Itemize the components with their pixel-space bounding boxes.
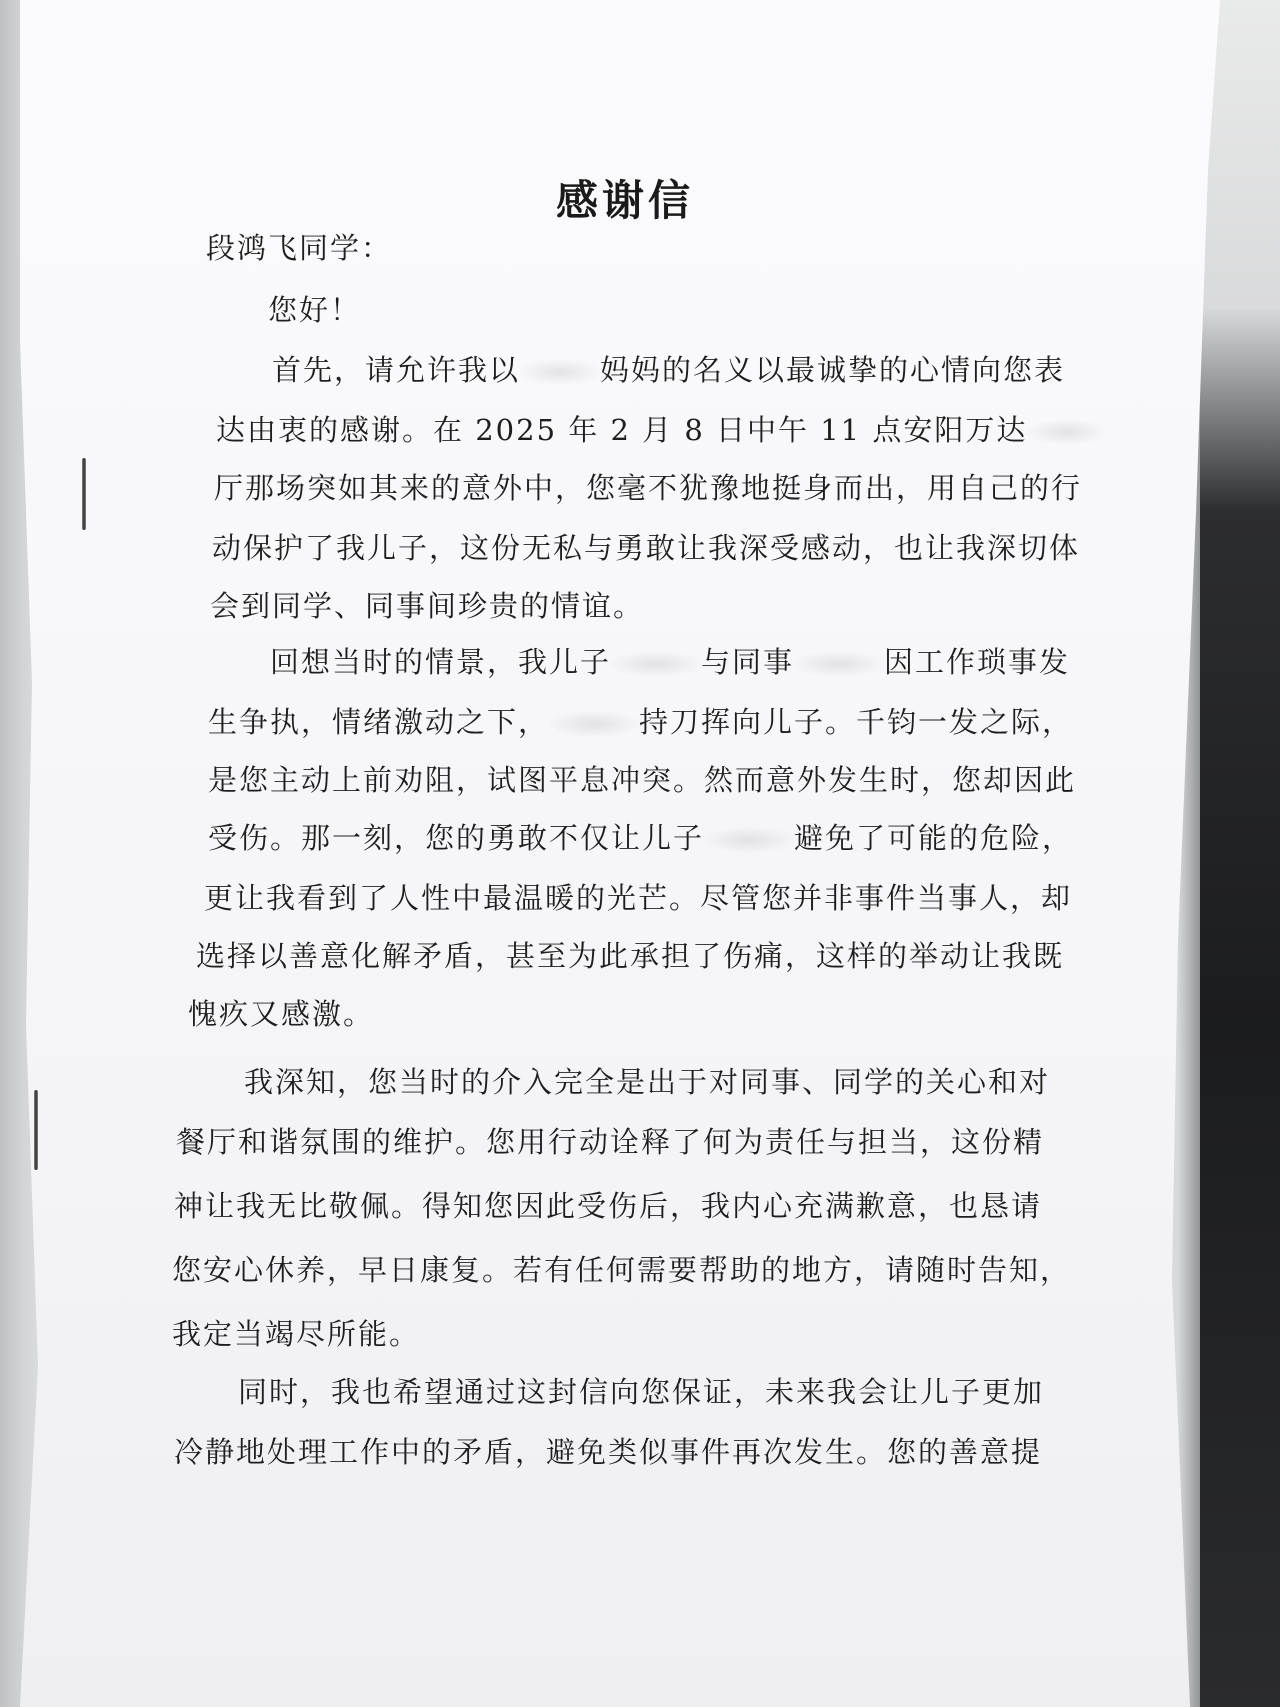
redacted-name [794, 651, 884, 677]
body-line-5: 会到同学、同事间珍贵的情谊。 [210, 589, 645, 623]
body-line-16: 您安心休养，早日康复。若有任何需要帮助的地方，请随时告知， [172, 1253, 1072, 1287]
body-line-11: 选择以善意化解矛盾，甚至为此承担了伤痛，这样的举动让我既 [196, 939, 1065, 973]
background-right [1200, 0, 1280, 1707]
line-segment: 达由衷的感谢。在 2025 年 2 月 8 日中午 11 点安阳万达 [216, 413, 1028, 447]
line-segment: 生争执，情绪激动之下， [208, 705, 550, 739]
greeting: 您好！ [268, 293, 362, 327]
redacted-name [704, 827, 794, 853]
redacted-name [520, 359, 600, 385]
salutation: 段鸿飞同学： [206, 231, 393, 265]
redacted-name [1027, 419, 1107, 445]
line-segment: 妈妈的名义以最诚挚的心情向您表 [600, 353, 1066, 387]
body-line-4: 动保护了我儿子，这份无私与勇敢让我深受感动，也让我深切体 [212, 531, 1081, 565]
body-line-19: 冷静地处理工作中的矛盾，避免类似事件再次发生。您的善意提 [174, 1435, 1043, 1469]
body-line-6 [270, 640, 1071, 681]
letter-title: 感谢信 [555, 176, 694, 225]
body-line-10: 更让我看到了人性中最温暖的光芒。尽管您并非事件当事人，却 [204, 881, 1073, 915]
body-line-9 [208, 816, 1074, 857]
body-line-12: 愧疚又感激。 [188, 997, 375, 1031]
body-line-14: 餐厅和谐氛围的维护。您用行动诠释了何为责任与担当，这份精 [176, 1125, 1045, 1159]
line-segment: 首先，请允许我以 [272, 353, 521, 387]
staple-top [82, 458, 86, 530]
body-line-17: 我定当竭尽所能。 [172, 1317, 421, 1351]
staple-bottom [34, 1090, 38, 1170]
body-line-3: 厅那场突如其来的意外中，您毫不犹豫地挺身而出，用自己的行 [214, 471, 1083, 505]
redacted-name [549, 711, 639, 737]
body-line-15: 神让我无比敬佩。得知您因此受伤后，我内心充满歉意，也恳请 [174, 1189, 1043, 1223]
line-segment: 因工作琐事发 [884, 645, 1071, 679]
body-line-8: 是您主动上前劝阻，试图平息冲突。然而意外发生时，您却因此 [208, 763, 1077, 797]
line-segment: 受伤。那一刻，您的勇敢不仅让儿子 [208, 821, 705, 855]
body-line-18: 同时，我也希望通过这封信向您保证，未来我会让儿子更加 [238, 1375, 1045, 1409]
line-segment: 回想当时的情景，我儿子 [270, 645, 612, 679]
line-segment: 与同事 [701, 645, 795, 679]
line-segment: 避免了可能的危险， [794, 821, 1074, 855]
body-line-7 [208, 700, 1074, 741]
line-segment: 持刀挥向儿子。千钧一发之际， [639, 705, 1074, 739]
body-line-2 [216, 408, 1036, 449]
redacted-name [611, 651, 701, 677]
body-line-1 [272, 348, 1066, 389]
body-line-13: 我深知，您当时的介入完全是出于对同事、同学的关心和对 [244, 1065, 1051, 1099]
